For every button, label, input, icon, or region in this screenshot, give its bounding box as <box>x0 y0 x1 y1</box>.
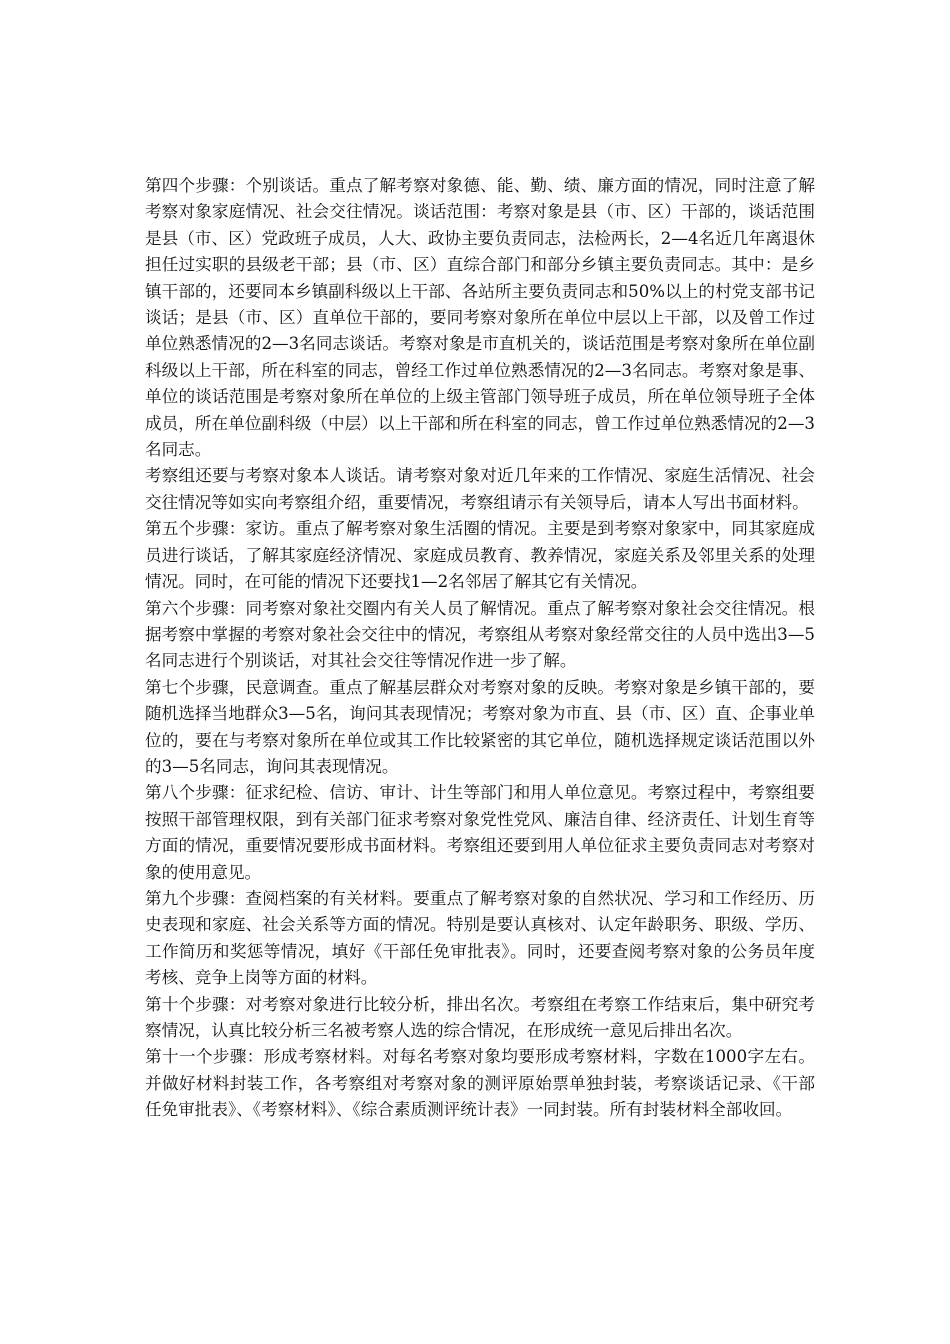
paragraph-step-11: 第十一个步骤：形成考察材料。对每名考察对象均要形成考察材料，字数在1000字左右。并做好材料封装工作，各考察组对考察对象的测评原始票单独封装，考察谈话记录、《干部任免审批表》、《考察材料》、《综合素质测评统计表》一同封装。所有封装材料全部收回。 <box>145 1047 815 1120</box>
paragraph-step-8: 第八个步骤：征求纪检、信访、审计、计生等部门和用人单位意见。考察过程中，考察组要按照干部管理权限，到有关部门征求考察对象党性党风、廉洁自律、经济责任、计划生育等方面的情况，重要情况要形成书面材料。考察组还要到用人单位征求主要负责同志对考察对象的使用意见。 <box>145 783 815 882</box>
paragraph-step-7: 第七个步骤，民意调查。重点了解基层群众对考察对象的反映。考察对象是乡镇干部的，要随机选择当地群众3—5名，询问其表现情况；考察对象为市直、县（市、区）直、企事业单位的，要在与考察对象所在单位或其工作比较紧密的其它单位，随机选择规定谈话范围以外的3—5名同志，询问其表现情况。 <box>145 677 815 776</box>
paragraph-step-10: 第十个步骤：对考察对象进行比较分析，排出名次。考察组在考察工作结束后，集中研究考察情况，认真比较分析三名被考察人选的综合情况，在形成统一意见后排出名次。 <box>145 994 815 1040</box>
paragraph-step-9: 第九个步骤：查阅档案的有关材料。要重点了解考察对象的自然状况、学习和工作经历、历史表现和家庭、社会关系等方面的情况。特别是要认真核对、认定年龄职务、职级、学历、工作简历和奖惩等情况，填好《干部任免审批表》。同时，还要查阅考察对象的公务员年度考核、竞争上岗等方面的材料。 <box>145 888 815 988</box>
document-body <box>145 173 815 1124</box>
paragraph-self-interview: 考察组还要与考察对象本人谈话。请考察对象对近几年来的工作情况、家庭生活情况、社会交往情况等如实向考察组介绍，重要情况，考察组请示有关领导后，请本人写出书面材料。 <box>145 466 815 512</box>
paragraph-step-4: 第四个步骤：个别谈话。重点了解考察对象德、能、勤、绩、廉方面的情况，同时注意了解考察对象家庭情况、社会交往情况。谈话范围：考察对象是县（市、区）干部的，谈话范围是县（市、区）党政班子成员，人大、政协主要负责同志，法检两长，2—4名近几年离退休担任过实职的县级老干部；县（市、区）直综合部门和部分乡镇主要负责同志。其中：是乡镇干部的，还要同本乡镇副科级以上干部、各站所主要负责同志和50%以上的村党支部书记谈话；是县（市、区）直单位干部的，要同考察对象所在单位中层以上干部，以及曾工作过单位熟悉情况的2—3名同志谈话。考察对象是市直机关的，谈话范围是考察对象所在单位副科级以上干部，所在科室的同志，曾经工作过单位熟悉情况的2—3名同志。考察对象是事、单位的谈话范围是考察对象所在单位的上级主管部门领导班子成员，所在单位领导班子全体成员，所在单位副科级（中层）以上干部和所在科室的同志，曾工作过单位熟悉情况的2—3名同志。 <box>145 176 815 460</box>
paragraph-step-6: 第六个步骤：同考察对象社交圈内有关人员了解情况。重点了解考察对象社会交往情况。根据考察中掌握的考察对象社会交往中的情况，考察组从考察对象经常交往的人员中选出3—5名同志进行个别谈话，对其社会交往等情况作进一步了解。 <box>145 598 815 671</box>
paragraph-step-5: 第五个步骤：家访。重点了解考察对象生活圈的情况。主要是到考察对象家中，同其家庭成员进行谈话，了解其家庭经济情况、家庭成员教育、教养情况，家庭关系及邻里关系的处理情况。同时，在可能的情况下还要找1—2名邻居了解其它有关情况。 <box>145 519 815 592</box>
